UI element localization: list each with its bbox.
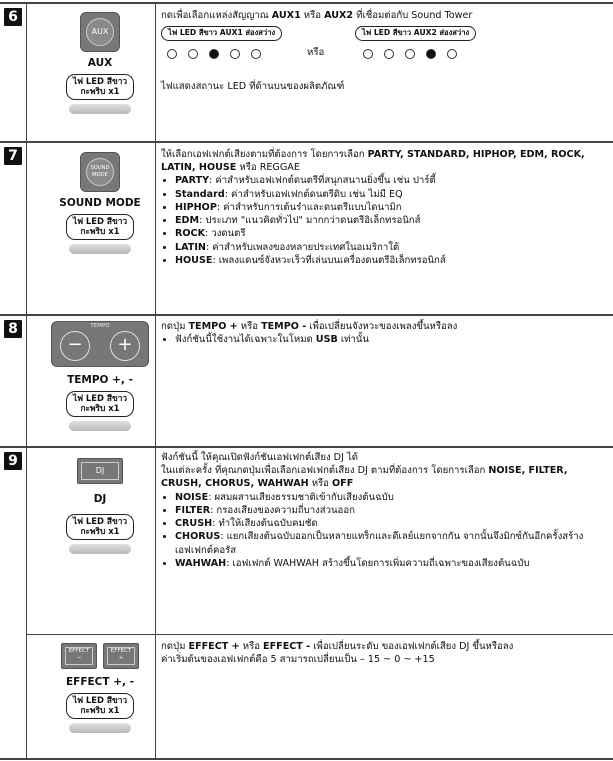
list-item: • NOISE: ผสมผสานเสียงธรรมชาติเข้ากับเสียงต้นฉบับ xyxy=(175,491,609,504)
aux1-led-tag: ไฟ LED สีขาว AUX1 ส่องสว่าง xyxy=(161,26,282,40)
list-item: • LATIN: ค่าสำหรับเพลงของหลายประเทศในอเมริกาใต้ xyxy=(175,241,609,254)
dj-description: ฟังก์ชันนี้ ให้คุณเปิดฟังก์ชันเอฟเฟกต์เสียง DJ ได้ ในแต่ละครั้ง ที่คุณกดปุ่มเพื่อเลือกเอฟเฟกต์เสียง DJ ตามที่ต้องการ โดยการเลือก NOISE, FILTER, CRUSH, CHORUS, WAHWAH หรือ OFF • NOISE: ผสมผสานเสียงธรรมชาติเข้ากับเสียงต้นฉบับ • FILTER: กรองเสียงของความถี่บางส่วนออก • CRUSH: ทำให้เสียงต้นฉบับคมชัด • CHORUS: แยกเสียงต้นฉบับออกเป็นหลายแทร็กและดีเลย์แยกจากกัน จากนั้นจึงมิกซ์กันอีกครั้งสร้างเอฟเฟกต์คอรัส • WAHWAH: เอฟเฟกต์ WAHWAH สร้างขึ้นโดยการเพิ่มความถี่เฉพาะของเสียงต้นฉบับ xyxy=(161,451,609,570)
effect-description: กดปุ่ม EFFECT + หรือ EFFECT - เพื่อเปลี่ยนระดับ ของเอฟเฟกต์เสียง DJ ขึ้นหรือลง ค่าเริ่มต้นของเอฟเฟกต์คือ 5 สามารถเปลี่ยนเป็น – 15 ~ 0 ~ +15 xyxy=(161,641,514,666)
sound-mode-button-inner: SOUND MODE xyxy=(86,158,114,186)
list-item: • CHORUS: แยกเสียงต้นฉบับออกเป็นหลายแทร็กและดีเลย์แยกจากกัน จากนั้นจึงมิกซ์กันอีกครั้งสร้างเอฟเฟกต์คอรัส xyxy=(175,530,609,556)
led-indicator-pill: ไฟ LED สีขาว กะพริบ x1 xyxy=(66,74,134,99)
row-divider xyxy=(0,2,613,4)
dj-button-inner: DJ xyxy=(81,462,119,480)
list-item: • EDM: ประเภท "แนวคิดทั่วไป" มากกว่าดนตรีอิเล็กทรอนิกส์ xyxy=(175,214,609,227)
led-indicator-pill: ไฟ LED สีขาว กะพริบ x1 xyxy=(66,391,134,416)
led-glow xyxy=(69,104,131,114)
effect-icon-cell xyxy=(45,643,155,733)
led-glow xyxy=(69,244,131,254)
aux-label: AUX xyxy=(87,57,113,69)
list-item: • FILTER: กรองเสียงของความถี่บางส่วนออก xyxy=(175,504,609,517)
effect-label: EFFECT +, - xyxy=(65,676,134,688)
aux-description: กดเพื่อเลือกแหล่งสัญญาณ AUX1 หรือ AUX2 ที่เชื่อมต่อกับ Sound Tower ไฟ LED สีขาว AUX1 ส่องสว่าง ไฟ LED สีขาว AUX2 ส่องสว่าง หรือ ไฟแสดงสถานะ LED ที่ด้านบนของผลิตภัณฑ์ xyxy=(161,9,609,93)
led-indicator-pill: ไฟ LED สีขาว กะพริบ x1 xyxy=(66,214,134,239)
list-item: • ฟังก์ชันนี้ใช้งานได้เฉพาะในโหมด USB เท่านั้น xyxy=(175,333,609,346)
row-number-8: 8 xyxy=(4,320,22,338)
aux-button[interactable] xyxy=(80,12,120,52)
list-item: • CRUSH: ทำให้เสียงต้นฉบับคมชัด xyxy=(175,517,609,530)
row-number-6: 6 xyxy=(4,8,22,26)
list-item: • HOUSE: เพลงแดนซ์จังหวะเร็วที่เล่นบนเครื่องดนตรีอิเล็กทรอนิกส์ xyxy=(175,254,609,267)
dj-icon-cell xyxy=(45,458,155,554)
row-divider xyxy=(0,314,613,316)
sound-mode-icon-cell xyxy=(45,152,155,254)
or-label: หรือ xyxy=(307,47,325,59)
tempo-caption: TEMPO xyxy=(90,323,110,329)
aux-icon-cell xyxy=(45,12,155,114)
tempo-minus-button[interactable]: − xyxy=(60,331,90,361)
sound-mode-label: SOUND MODE xyxy=(59,197,141,209)
sound-mode-description: ให้เลือกเอฟเฟกต์เสียงตามที่ต้องการ โดยการเลือก PARTY, STANDARD, HIPHOP, EDM, ROCK, LATIN, HOUSE หรือ REGGAE • PARTY: ค่าสำหรับเอฟเฟกต์ดนตรีที่สนุกสนานยิ่งขึ้น เช่น ปาร์ตี้ • Standard: ค่าสำหรับเอฟเฟกต์ดนตรีดิบ เช่น ไม่มี EQ • HIPHOP: ค่าสำหรับการเต้นรำและดนตรีแบบไดนามิก • EDM: ประเภท "แนวคิดทั่วไป" มากกว่าดนตรีอิเล็กทรอนิกส์ • ROCK: วงดนตรี • LATIN: ค่าสำหรับเพลงของหลายประเทศในอเมริกาใต้ • HOUSE: เพลงแดนซ์จังหวะเร็วที่เล่นบนเครื่องดนตรีอิเล็กทรอนิกส์ xyxy=(161,148,609,267)
effect-minus-inner: EFFECT − xyxy=(65,647,93,665)
row-divider xyxy=(0,446,613,448)
row-number-7: 7 xyxy=(4,147,22,165)
tempo-label: TEMPO +, - xyxy=(67,374,133,386)
tempo-button-panel xyxy=(51,321,149,367)
aux1-led-dots xyxy=(167,48,272,61)
sound-mode-list xyxy=(161,174,609,267)
table-bottom-border xyxy=(0,758,613,760)
list-item: • ROCK: วงดนตรี xyxy=(175,227,609,240)
column-divider-right xyxy=(155,2,156,759)
row-divider xyxy=(26,634,613,635)
effect-plus-inner: EFFECT + xyxy=(107,647,135,665)
list-item: • Standard: ค่าสำหรับเอฟเฟกต์ดนตรีดิบ เช่น ไม่มี EQ xyxy=(175,188,609,201)
aux2-led-tag: ไฟ LED สีขาว AUX2 ส่องสว่าง xyxy=(355,26,476,40)
list-item: • HIPHOP: ค่าสำหรับการเต้นรำและดนตรีแบบไดนามิก xyxy=(175,201,609,214)
effect-minus-button[interactable] xyxy=(61,643,97,669)
led-indicator-pill: ไฟ LED สีขาว กะพริบ x1 xyxy=(66,693,134,718)
tempo-description: กดปุ่ม TEMPO + หรือ TEMPO - เพื่อเปลี่ยนจังหวะของเพลงขึ้นหรือลง • ฟังก์ชันนี้ใช้งานได้เฉพาะในโหมด USB เท่านั้น xyxy=(161,320,609,346)
tempo-icon-cell xyxy=(45,321,155,431)
effect-plus-button[interactable] xyxy=(103,643,139,669)
list-item: • WAHWAH: เอฟเฟกต์ WAHWAH สร้างขึ้นโดยการเพิ่มความถี่เฉพาะของเสียงต้นฉบับ xyxy=(175,557,609,570)
sound-mode-button[interactable] xyxy=(80,152,120,192)
led-indicator-pill: ไฟ LED สีขาว กะพริบ x1 xyxy=(66,514,134,539)
dj-button[interactable] xyxy=(77,458,123,484)
dj-effects-list xyxy=(161,491,609,570)
dj-label: DJ xyxy=(93,493,107,505)
list-item: • PARTY: ค่าสำหรับเอฟเฟกต์ดนตรีที่สนุกสนานยิ่งขึ้น เช่น ปาร์ตี้ xyxy=(175,174,609,187)
aux2-led-dots xyxy=(363,48,468,61)
row-number-9: 9 xyxy=(4,452,22,470)
aux-button-inner: AUX xyxy=(86,18,114,46)
column-divider-left xyxy=(26,2,27,759)
tempo-plus-button[interactable]: + xyxy=(110,331,140,361)
led-glow xyxy=(69,723,131,733)
row-divider xyxy=(0,141,613,143)
led-glow xyxy=(69,421,131,431)
led-glow xyxy=(69,544,131,554)
led-note: ไฟแสดงสถานะ LED ที่ด้านบนของผลิตภัณฑ์ xyxy=(161,81,345,93)
